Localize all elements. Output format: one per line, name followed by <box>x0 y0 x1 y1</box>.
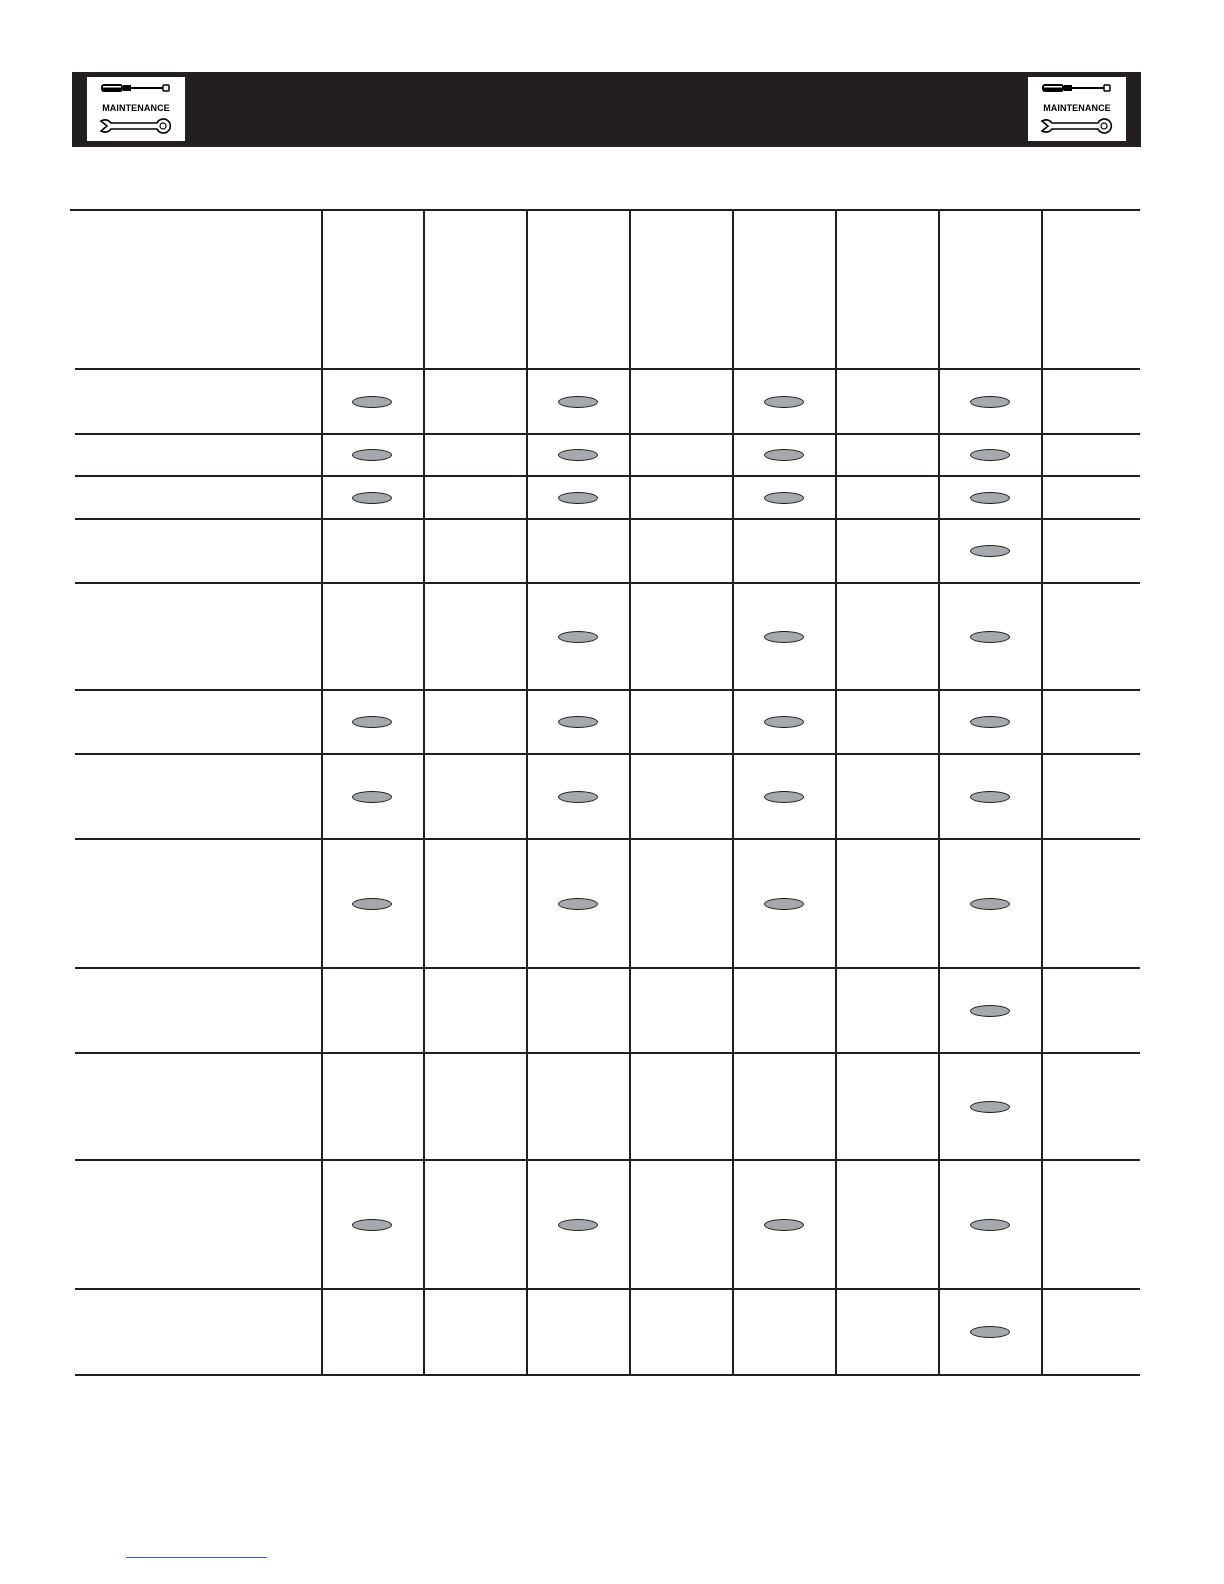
schedule-marker <box>970 449 1010 461</box>
table-column-rule <box>526 210 528 1375</box>
schedule-marker <box>970 631 1010 643</box>
schedule-marker <box>352 492 392 504</box>
schedule-marker <box>352 898 392 910</box>
maintenance-badge-left <box>87 77 185 141</box>
table-row-rule <box>75 1159 1140 1161</box>
schedule-marker <box>764 1219 804 1231</box>
schedule-marker <box>558 396 598 408</box>
schedule-marker <box>558 791 598 803</box>
table-row-rule <box>75 582 1140 584</box>
table-row-rule <box>75 1374 1140 1376</box>
schedule-marker <box>558 716 598 728</box>
table-column-rule <box>1041 210 1043 1375</box>
footer-link-underline <box>126 1557 267 1558</box>
table-top-rule <box>70 209 1140 211</box>
schedule-marker <box>970 716 1010 728</box>
table-row-rule <box>75 368 1140 370</box>
schedule-marker <box>764 631 804 643</box>
header-band <box>72 72 1141 147</box>
schedule-marker <box>558 631 598 643</box>
table-column-rule <box>732 210 734 1375</box>
schedule-marker <box>970 1219 1010 1231</box>
schedule-marker <box>558 492 598 504</box>
schedule-marker <box>970 1005 1010 1017</box>
schedule-marker <box>764 898 804 910</box>
schedule-marker <box>970 791 1010 803</box>
badge-label: MAINTENANCE <box>102 103 170 113</box>
schedule-marker <box>970 396 1010 408</box>
table-row-rule <box>75 967 1140 969</box>
table-row-rule <box>75 753 1140 755</box>
table-column-rule <box>938 210 940 1375</box>
schedule-marker <box>764 492 804 504</box>
schedule-marker <box>970 1326 1010 1338</box>
schedule-marker <box>558 449 598 461</box>
table-row-rule <box>75 838 1140 840</box>
schedule-marker <box>764 716 804 728</box>
table-row-rule <box>75 1288 1140 1290</box>
schedule-marker <box>352 1219 392 1231</box>
schedule-marker <box>970 1101 1010 1113</box>
table-column-rule <box>835 210 837 1375</box>
table-column-rule <box>629 210 631 1375</box>
maintenance-badge-right <box>1028 77 1126 141</box>
table-row-rule <box>75 475 1140 477</box>
table-row-rule <box>75 433 1140 435</box>
schedule-marker <box>352 716 392 728</box>
schedule-marker <box>558 898 598 910</box>
table-column-rule <box>321 210 323 1375</box>
schedule-marker <box>558 1219 598 1231</box>
schedule-marker <box>352 791 392 803</box>
schedule-marker <box>970 492 1010 504</box>
badge-label: MAINTENANCE <box>1043 103 1111 113</box>
schedule-marker <box>970 545 1010 557</box>
schedule-marker <box>352 449 392 461</box>
schedule-marker <box>764 396 804 408</box>
table-row-rule <box>75 518 1140 520</box>
schedule-marker <box>352 396 392 408</box>
schedule-marker <box>970 898 1010 910</box>
table-row-rule <box>75 689 1140 691</box>
schedule-marker <box>764 791 804 803</box>
schedule-marker <box>764 449 804 461</box>
table-column-rule <box>423 210 425 1375</box>
table-row-rule <box>75 1052 1140 1054</box>
